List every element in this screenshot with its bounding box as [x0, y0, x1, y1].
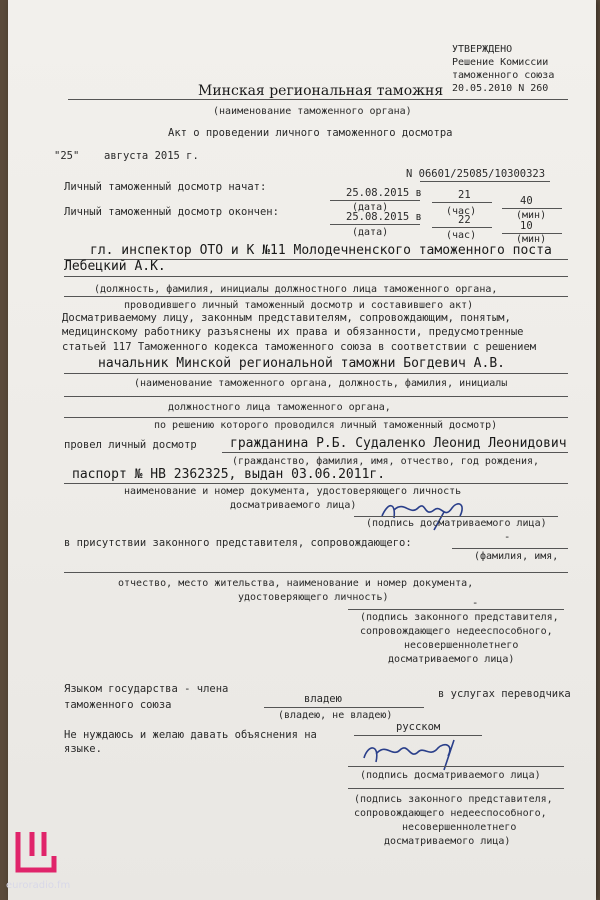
representative-sign-rule: [348, 609, 564, 610]
language-rep-caption-2: сопровождающего недееспособного,: [354, 808, 547, 819]
representative-caption-1: (фамилия, имя,: [474, 551, 559, 562]
start-label: Личный таможенный досмотр начат:: [64, 181, 267, 193]
official-line-1: гл. инспектор ОТО и К №11 Молодечненского таможенного поста: [90, 243, 552, 258]
rights-line-1: Досматриваемому лицу, законным представителям, сопровождающим, понятым,: [62, 312, 511, 324]
representative-rule-2: [64, 572, 568, 573]
approval-line-2: Решение Комиссии: [452, 57, 549, 68]
start-minute: 40: [520, 195, 533, 207]
language-label-2: таможенного союза: [64, 699, 172, 711]
explanation-label: Не нуждаюсь и желаю давать объяснения на: [64, 729, 317, 741]
decision-caption-1: (наименование таможенного органа, должность, фамилия, инициалы: [134, 378, 508, 389]
decision-rule: [64, 373, 568, 374]
language-rep-caption-3: несовершеннолетнего: [402, 822, 517, 833]
representative-caption-2: отчество, место жительства, наименование и номер документа,: [118, 578, 474, 589]
rights-line-3: статьей 117 Таможенного кодекса таможенного союза в соответствии с решением: [62, 341, 537, 353]
decision-caption-3: по решению которого проводился личный таможенный досмотр): [154, 420, 498, 431]
language-value-rule: [264, 707, 424, 708]
representative-sign-caption-1: (подпись законного представителя,: [360, 612, 559, 623]
passport-info: паспорт № НВ 2362325, выдан 03.06.2011г.: [72, 467, 386, 482]
start-date-line: [330, 200, 420, 201]
end-label: Личный таможенный досмотр окончен:: [64, 206, 279, 218]
org-name-line: [68, 99, 568, 100]
official-caption-1: (должность, фамилия, инициалы должностного лица таможенного органа,: [94, 284, 498, 295]
person-name-caption: (гражданство, фамилия, имя, отчество, год рождения,: [232, 456, 540, 467]
decision-rule-2: [64, 396, 568, 397]
start-date-caption: (дата): [352, 202, 389, 213]
start-hour: 21: [458, 189, 471, 201]
representative-dash: -: [504, 531, 511, 543]
start-date: 25.08.2015 в: [346, 187, 422, 199]
language-rep-caption-1: (подпись законного представителя,: [354, 794, 553, 805]
passport-rule: [64, 483, 568, 484]
approval-line-1: УТВЕРЖДЕНО: [452, 44, 513, 55]
approval-line-3: таможенного союза: [452, 70, 555, 81]
end-date-line: [330, 224, 420, 225]
approval-line-4: 20.05.2010 N 260: [452, 83, 549, 94]
org-caption: (наименование таможенного органа): [213, 106, 412, 117]
translator-label: в услугах переводчика: [438, 688, 571, 700]
start-min-caption: (мин): [516, 210, 547, 221]
end-min-caption: (мин): [516, 234, 547, 245]
representative-label: в присутствии законного представителя, сопровождающего:: [64, 537, 412, 549]
start-hour-line: [432, 202, 492, 203]
act-number: N 06601/25085/10300323: [406, 168, 546, 180]
signature-2-rule: [348, 766, 564, 767]
official-line-2-rule: [64, 276, 568, 277]
language-label-1: Языком государства - члена: [64, 683, 229, 695]
passport-caption-1: наименование и номер документа, удостоверяющего личность: [124, 486, 462, 497]
number-line: [420, 181, 550, 182]
date-month: августа 2015 г.: [104, 150, 199, 162]
signature-2-icon: [358, 734, 478, 774]
person-name-rule: [222, 452, 568, 453]
signature-1-rule: [354, 516, 558, 517]
watermark-label: euroradio.fm: [6, 880, 71, 891]
rights-line-2: медицинскому работнику разъяснены их права и обязанности, предусмотренные: [62, 326, 524, 338]
end-hour: 22: [458, 214, 471, 226]
representative-caption-3: удостоверяющего личность): [238, 592, 389, 603]
language-value-caption: (владею, не владею): [278, 710, 393, 721]
decision-caption-2: должностного лица таможенного органа,: [168, 402, 391, 413]
representative-sign-2-rule: [348, 788, 564, 789]
official-caption-rule: [64, 296, 568, 297]
official-caption-2: проводившего личный таможенный досмотр и составившего акт): [124, 300, 474, 311]
end-date-caption: (дата): [352, 227, 389, 238]
signature-1-caption: (подпись досматриваемого лица): [366, 518, 547, 529]
person-name: гражданина Р.Б. Судаленко Леонид Леонидович: [230, 436, 567, 451]
org-name: Минская региональная таможня: [198, 83, 444, 99]
euroradio-logo-icon: [10, 826, 62, 878]
representative-rule: [452, 548, 568, 549]
end-date: 25.08.2015 в: [346, 211, 422, 223]
representative-sign-caption-3: несовершеннолетнего: [404, 640, 519, 651]
start-min-line: [502, 208, 562, 209]
document-page: [8, 0, 596, 900]
language-value: владею: [304, 693, 342, 705]
decision-official: начальник Минской региональной таможни Богдевич А.В.: [98, 356, 505, 371]
representative-sign-caption-4: досматриваемого лица): [388, 654, 515, 665]
end-minute: 10: [520, 220, 533, 232]
explanation-language: русском: [396, 721, 441, 733]
person-prefix: провел личный досмотр: [64, 439, 197, 451]
end-hour-caption: (час): [446, 230, 477, 241]
date-day: "25": [54, 150, 80, 162]
explanation-tail: языке.: [64, 743, 102, 755]
end-hour-line: [432, 227, 492, 228]
representative-sign-dash: -: [472, 597, 479, 609]
start-hour-caption: (час): [446, 206, 477, 217]
language-rep-caption-4: досматриваемого лица): [384, 836, 511, 847]
representative-sign-caption-2: сопровождающего недееспособного,: [360, 626, 553, 637]
document-title: Акт о проведении личного таможенного досмотра: [168, 127, 453, 139]
signature-2-caption: (подпись досматриваемого лица): [360, 770, 541, 781]
passport-caption-2: досматриваемого лица): [230, 500, 357, 511]
official-line-2: Лебецкий А.К.: [64, 259, 166, 274]
decision-rule-3: [64, 417, 568, 418]
